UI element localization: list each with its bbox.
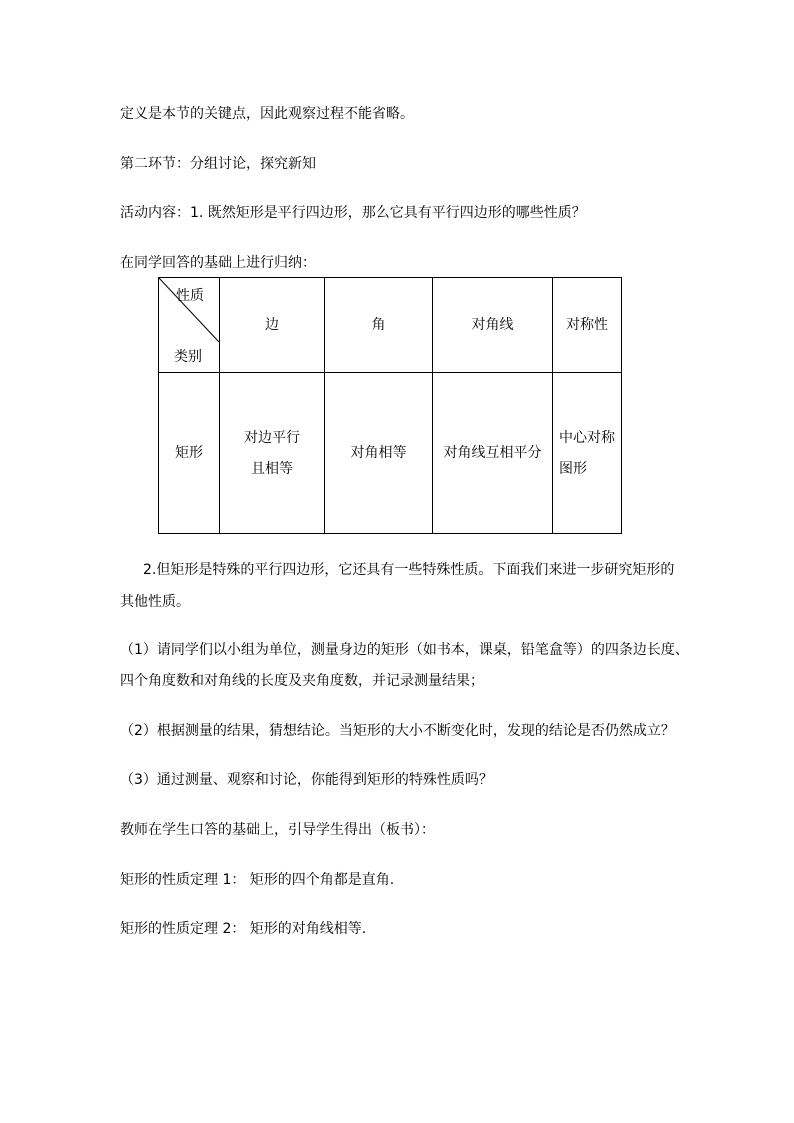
corner-label-property: 性质 (176, 288, 204, 304)
row-label-rectangle: 矩形 (175, 445, 203, 461)
summary-intro: 在同学回答的基础上进行归纳： (120, 255, 316, 271)
cell-symmetry-line1: 中心对称 (559, 430, 615, 446)
activity-content-1: 活动内容：1. 既然矩形是平行四边形，那么它具有平行四边形的哪些性质？ (120, 205, 586, 221)
cell-side-line2: 且相等 (251, 461, 293, 477)
task-3: （3）通过测量、观察和讨论，你能得到矩形的特殊性质吗？ (120, 772, 493, 788)
table-divider (159, 372, 621, 373)
cell-side-line1: 对边平行 (244, 430, 300, 446)
corner-label-category: 类别 (174, 349, 202, 365)
property-table (158, 277, 622, 534)
header-diagonal: 对角线 (471, 317, 514, 333)
header-symmetry: 对称性 (566, 317, 608, 333)
paragraph-definition-note: 定义是本节的关键点，因此观察过程不能省略。 (120, 106, 414, 122)
header-side: 边 (265, 317, 279, 333)
cell-diagonal: 对角线互相平分 (443, 445, 542, 461)
header-angle: 角 (371, 317, 386, 333)
cell-angle: 对角相等 (350, 445, 407, 461)
paragraph-special-properties-2: 其他性质。 (120, 594, 190, 610)
theorem-2: 矩形的性质定理 2： 矩形的对角线相等. (120, 921, 367, 937)
section-heading-stage-two: 第二环节：分组讨论，探究新知 (120, 156, 316, 172)
task-1-line2: 四个角度数和对角线的长度及夹角度数，并记录测量结果； (120, 673, 484, 689)
paragraph-special-properties-1: 2.但矩形是特殊的平行四边形，它还具有一些特殊性质。下面我们来进一步研究矩形的 (143, 562, 675, 578)
theorem-1: 矩形的性质定理 1： 矩形的四个角都是直角. (120, 872, 395, 888)
task-1-line1: （1）请同学们以小组为单位，测量身边的矩形（如书本，课桌，铅笔盒等）的四条边长度、 (120, 642, 689, 658)
task-2: （2）根据测量的结果，猜想结论。当矩形的大小不断变化时，发现的结论是否仍然成立？ (120, 723, 675, 739)
teacher-guidance: 教师在学生口答的基础上，引导学生得出（板书）： (120, 822, 435, 838)
cell-symmetry-line2: 图形 (559, 461, 587, 477)
